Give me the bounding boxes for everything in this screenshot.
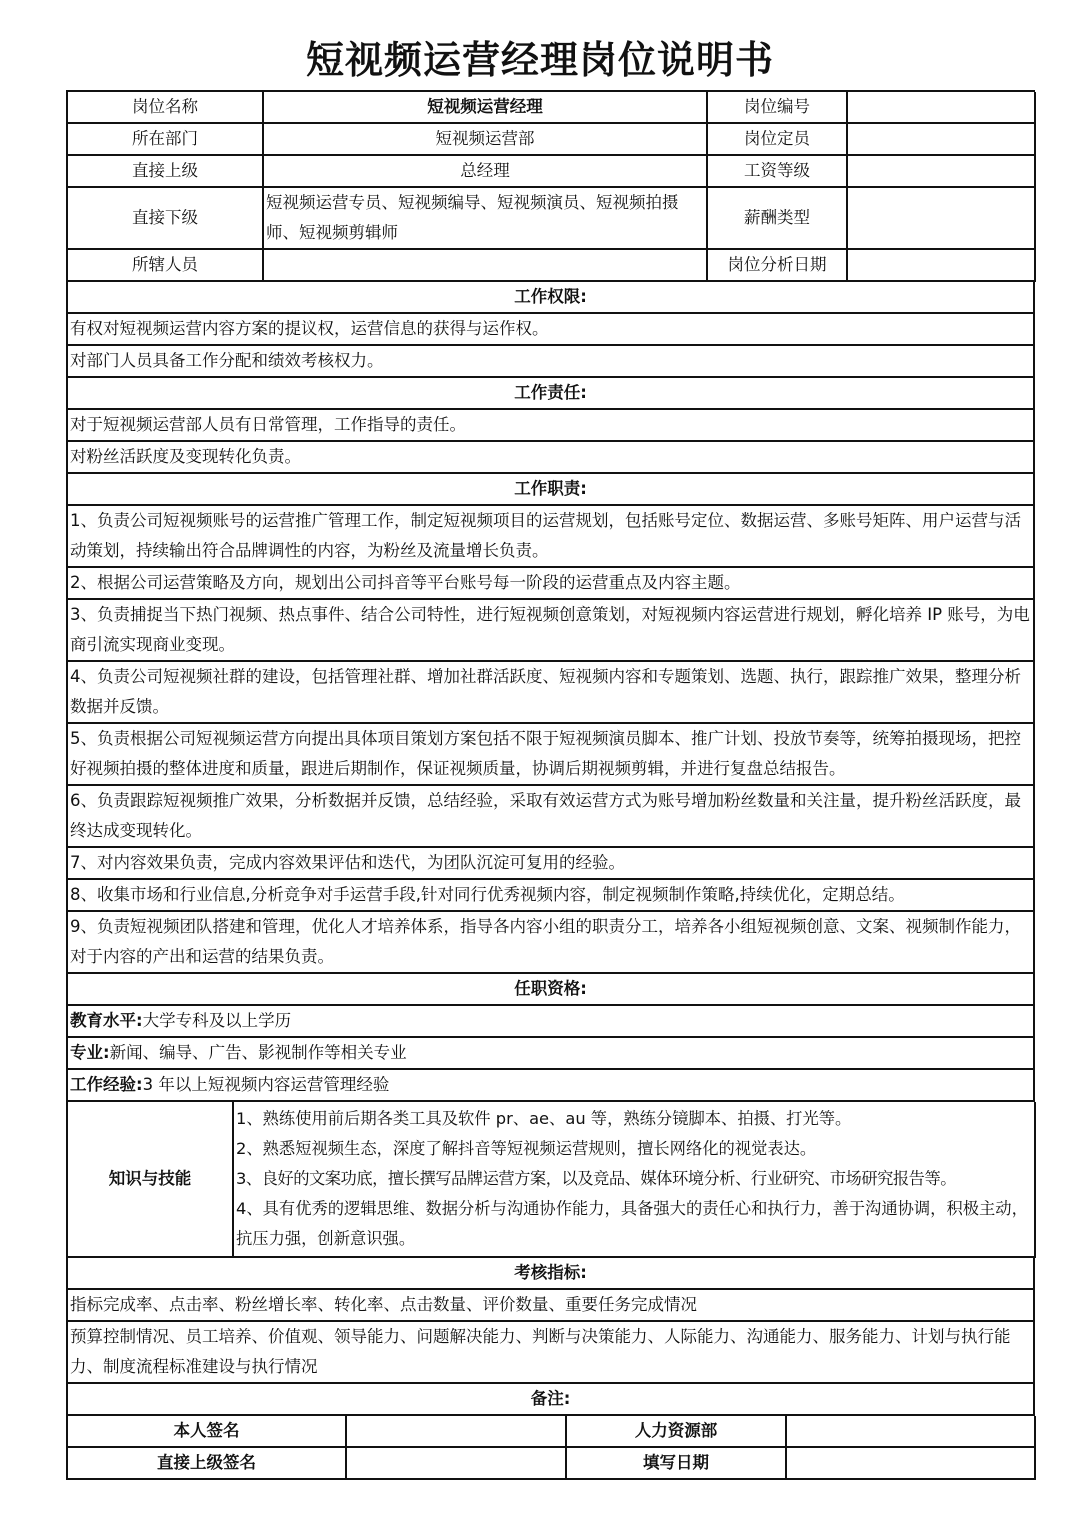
experience-value: 3 年以上短视频内容运营管理经验 <box>142 1075 390 1094</box>
post-name-label: 岗位名称 <box>68 92 263 123</box>
basic-info-table <box>68 92 1036 282</box>
dept-value: 短视频运营部 <box>263 123 707 155</box>
experience-label: 工作经验: <box>70 1075 143 1094</box>
superior-sign-field[interactable] <box>346 1447 566 1479</box>
pay-type-value[interactable] <box>847 187 1035 249</box>
job-description-form <box>66 90 1035 1480</box>
skills-label: 知识与技能 <box>68 1102 233 1257</box>
self-sign-field[interactable] <box>346 1416 566 1447</box>
pay-type-label: 薪酬类型 <box>707 187 847 249</box>
duty-item: 6、负责跟踪短视频推广效果，分析数据并反馈，总结经验，采取有效运营方式为账号增加粉丝数量和关注量，提升粉丝活跃度，最终达成变现转化。 <box>68 785 1034 847</box>
experience-row <box>68 1069 1034 1101</box>
dept-label: 所在部门 <box>68 123 263 155</box>
duty-item: 8、收集市场和行业信息,分析竞争对手运营手段,针对同行优秀视频内容，制定视频制作策略,持续优化，定期总结。 <box>68 879 1034 911</box>
subordinates-label: 直接下级 <box>68 187 263 249</box>
post-no-label: 岗位编号 <box>707 92 847 123</box>
skills-list <box>233 1102 1035 1257</box>
responsibility-heading: 工作责任: <box>68 377 1034 409</box>
fill-date-field[interactable] <box>786 1447 1035 1479</box>
major-value: 新闻、编导、广告、影视制作等相关专业 <box>109 1043 407 1062</box>
authority-item: 有权对短视频运营内容方案的提议权，运营信息的获得与运作权。 <box>68 313 1034 345</box>
analysis-date-value[interactable] <box>847 249 1035 281</box>
authority-heading: 工作权限: <box>68 282 1034 313</box>
education-value: 大学专科及以上学历 <box>142 1011 292 1030</box>
duty-item: 7、对内容效果负责，完成内容效果评估和迭代，为团队沉淀可复用的经验。 <box>68 847 1034 879</box>
staffing-value[interactable] <box>847 123 1035 155</box>
skill-item: 1、熟练使用前后期各类工具及软件 pr、ae、au 等，熟练分镜脚本、拍摄、打光等。 <box>236 1109 852 1128</box>
skill-item: 2、熟悉短视频生态，深度了解抖音等短视频运营规则，擅长网络化的视觉表达。 <box>236 1139 817 1158</box>
assessment-heading: 考核指标: <box>68 1258 1034 1289</box>
post-no-value[interactable] <box>847 92 1035 123</box>
major-row <box>68 1037 1034 1069</box>
education-label: 教育水平: <box>70 1011 143 1030</box>
governed-value[interactable] <box>263 249 707 281</box>
post-name-value: 短视频运营经理 <box>263 92 707 123</box>
subordinates-value: 短视频运营专员、短视频编导、短视频演员、短视频拍摄师、短视频剪辑师 <box>263 187 707 249</box>
qualifications-heading: 任职资格: <box>68 973 1034 1005</box>
duty-item: 1、负责公司短视频账号的运营推广管理工作，制定短视频项目的运营规划，包括账号定位、数据运营、多账号矩阵、用户运营与活动策划，持续输出符合品牌调性的内容，为粉丝及流量增长负责。 <box>68 505 1034 567</box>
assessment-item: 指标完成率、点击率、粉丝增长率、转化率、点击数量、评价数量、重要任务完成情况 <box>68 1289 1034 1321</box>
education-row <box>68 1005 1034 1037</box>
duty-item: 4、负责公司短视频社群的建设，包括管理社群、增加社群活跃度、短视频内容和专题策划、选题、执行，跟踪推广效果，整理分析数据并反馈。 <box>68 661 1034 723</box>
self-sign-label: 本人签名 <box>68 1416 346 1447</box>
superior-value: 总经理 <box>263 155 707 187</box>
responsibility-item: 对于短视频运营部人员有日常管理，工作指导的责任。 <box>68 409 1034 441</box>
skill-item: 3、良好的文案功底，擅长撰写品牌运营方案，以及竞品、媒体环境分析、行业研究、市场研究报告等。 <box>236 1169 957 1188</box>
authority-item: 对部门人员具备工作分配和绩效考核权力。 <box>68 345 1034 377</box>
fill-date-label: 填写日期 <box>566 1447 786 1479</box>
responsibility-item: 对粉丝活跃度及变现转化负责。 <box>68 441 1034 473</box>
duty-item: 2、根据公司运营策略及方向，规划出公司抖音等平台账号每一阶段的运营重点及内容主题。 <box>68 567 1034 599</box>
staffing-label: 岗位定员 <box>707 123 847 155</box>
skills-table <box>68 1102 1036 1258</box>
hr-field[interactable] <box>786 1416 1035 1447</box>
hr-label: 人力资源部 <box>566 1416 786 1447</box>
assessment-item: 预算控制情况、员工培养、价值观、领导能力、问题解决能力、判断与决策能力、人际能力、沟通能力、服务能力、计划与执行能力、制度流程标准建设与执行情况 <box>68 1321 1034 1383</box>
page-title: 短视频运营经理岗位说明书 <box>305 38 774 82</box>
superior-sign-label: 直接上级签名 <box>68 1447 346 1479</box>
major-label: 专业: <box>70 1043 110 1062</box>
salary-grade-label: 工资等级 <box>707 155 847 187</box>
superior-label: 直接上级 <box>68 155 263 187</box>
assessment-table <box>68 1258 1035 1416</box>
salary-grade-value[interactable] <box>847 155 1035 187</box>
sections-table <box>68 282 1035 1102</box>
duty-item: 9、负责短视频团队搭建和管理，优化人才培养体系，指导各内容小组的职责分工，培养各小组短视频创意、文案、视频制作能力，对于内容的产出和运营的结果负责。 <box>68 911 1034 973</box>
skill-item: 4、具有优秀的逻辑思维、数据分析与沟通协作能力，具备强大的责任心和执行力，善于沟通协调，积极主动，抗压力强，创新意识强。 <box>236 1199 1028 1248</box>
analysis-date-label: 岗位分析日期 <box>707 249 847 281</box>
duty-item: 3、负责捕捉当下热门视频、热点事件、结合公司特性，进行短视频创意策划，对短视频内容运营进行规划，孵化培养 IP 账号，为电商引流实现商业变现。 <box>68 599 1034 661</box>
remarks-heading: 备注: <box>68 1383 1034 1415</box>
duty-item: 5、负责根据公司短视频运营方向提出具体项目策划方案包括不限于短视频演员脚本、推广计划、投放节奏等，统筹拍摄现场，把控好视频拍摄的整体进度和质量，跟进后期制作，保证视频质量，协调后期视频剪辑，并进行复盘总结报告。 <box>68 723 1034 785</box>
governed-label: 所辖人员 <box>68 249 263 281</box>
duties-heading: 工作职责: <box>68 473 1034 505</box>
signature-table <box>68 1416 1036 1480</box>
